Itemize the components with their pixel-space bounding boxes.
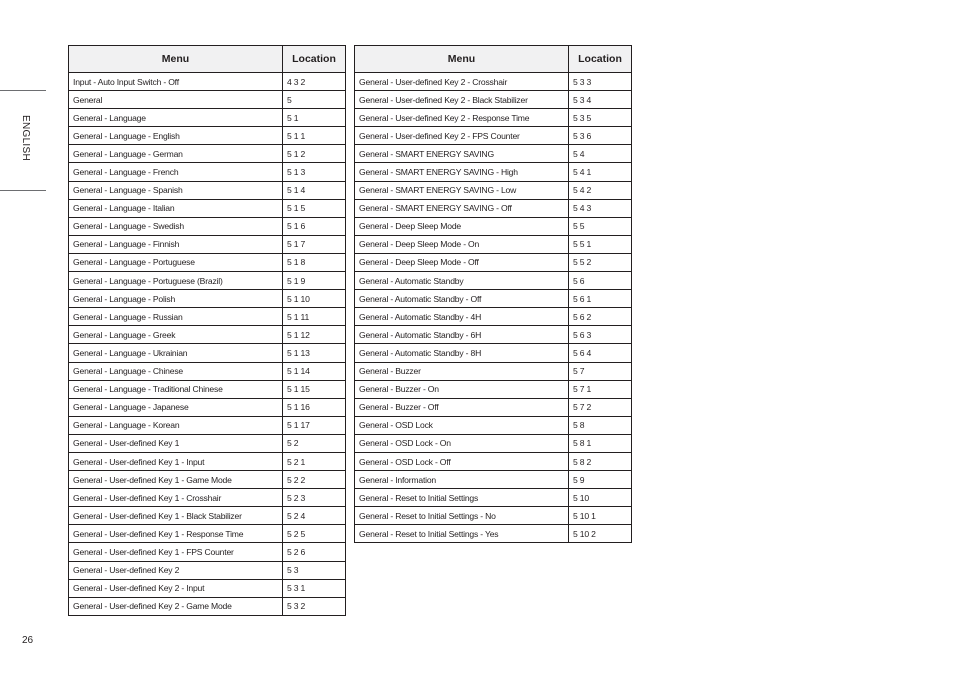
table-row (355, 163, 632, 181)
table-row (355, 181, 632, 199)
location-cell: 5 5 1 (569, 235, 632, 253)
location-cell: 5 1 5 (283, 199, 346, 217)
location-cell: 5 1 14 (283, 362, 346, 380)
menu-cell: General - Reset to Initial Settings - Yes (355, 525, 569, 543)
table-row (69, 73, 346, 91)
location-cell: 5 3 3 (569, 73, 632, 91)
table-row (69, 253, 346, 271)
menu-cell: General - User-defined Key 2 - Crosshair (355, 73, 569, 91)
location-cell: 5 2 3 (283, 489, 346, 507)
table-row (355, 452, 632, 470)
location-cell: 5 10 (569, 489, 632, 507)
menu-cell: General - Deep Sleep Mode (355, 217, 569, 235)
table-row (355, 109, 632, 127)
menu-cell: General - Language - Japanese (69, 398, 283, 416)
table-row (69, 471, 346, 489)
location-cell: 5 5 (569, 217, 632, 235)
menu-location-table-left (68, 45, 346, 616)
page-number: 26 (22, 635, 34, 646)
location-cell: 5 6 3 (569, 326, 632, 344)
location-cell: 5 1 15 (283, 380, 346, 398)
menu-cell: General - OSD Lock (355, 416, 569, 434)
menu-cell: General - Language - Chinese (69, 362, 283, 380)
location-cell: 5 1 3 (283, 163, 346, 181)
menu-cell: General - User-defined Key 1 - Black Stabilizer (69, 507, 283, 525)
location-cell: 5 1 1 (283, 127, 346, 145)
menu-cell: General - User-defined Key 2 - Input (69, 579, 283, 597)
location-cell: 5 2 4 (283, 507, 346, 525)
menu-cell: General - SMART ENERGY SAVING - High (355, 163, 569, 181)
menu-cell: General - Automatic Standby - 4H (355, 308, 569, 326)
location-cell: 5 9 (569, 471, 632, 489)
menu-cell: General - Language - Greek (69, 326, 283, 344)
location-cell: 5 10 2 (569, 525, 632, 543)
menu-cell: General - User-defined Key 2 - Game Mode (69, 597, 283, 615)
location-cell: 4 3 2 (283, 73, 346, 91)
location-cell: 5 1 (283, 109, 346, 127)
menu-cell: General - Language - Portuguese (69, 253, 283, 271)
side-rule-bottom (0, 190, 46, 191)
table-row (69, 308, 346, 326)
location-cell: 5 1 7 (283, 235, 346, 253)
location-column-header: Location (569, 46, 632, 73)
location-cell: 5 6 (569, 272, 632, 290)
location-cell: 5 5 2 (569, 253, 632, 271)
table-row (69, 163, 346, 181)
location-cell: 5 3 6 (569, 127, 632, 145)
table-row (69, 109, 346, 127)
menu-cell: General - Language - Korean (69, 416, 283, 434)
table-row (355, 489, 632, 507)
location-cell: 5 6 1 (569, 290, 632, 308)
table-row (355, 380, 632, 398)
table-row (355, 326, 632, 344)
table-row (69, 91, 346, 109)
table-row (69, 199, 346, 217)
table-row (69, 326, 346, 344)
table-row (355, 471, 632, 489)
menu-cell: Input - Auto Input Switch - Off (69, 73, 283, 91)
language-side-label: ENGLISH (20, 115, 31, 162)
menu-cell: General - User-defined Key 2 - Response Time (355, 109, 569, 127)
location-cell: 5 2 1 (283, 452, 346, 470)
location-cell: 5 8 (569, 416, 632, 434)
menu-cell: General - Language - English (69, 127, 283, 145)
location-cell: 5 2 6 (283, 543, 346, 561)
table-row (355, 127, 632, 145)
location-column-header: Location (283, 46, 346, 73)
table-row (355, 73, 632, 91)
menu-cell: General - Language - Finnish (69, 235, 283, 253)
location-cell: 5 1 9 (283, 272, 346, 290)
location-cell: 5 2 5 (283, 525, 346, 543)
table-row (69, 597, 346, 615)
menu-cell: General - User-defined Key 1 (69, 434, 283, 452)
table-row (69, 380, 346, 398)
menu-cell: General - OSD Lock - Off (355, 452, 569, 470)
table-row (69, 272, 346, 290)
table-row (355, 308, 632, 326)
menu-cell: General - Language - Portuguese (Brazil) (69, 272, 283, 290)
location-cell: 5 6 4 (569, 344, 632, 362)
table-row (69, 344, 346, 362)
table-row (355, 416, 632, 434)
table-row (69, 507, 346, 525)
menu-cell: General - User-defined Key 1 - Response Time (69, 525, 283, 543)
menu-cell: General - User-defined Key 2 (69, 561, 283, 579)
location-cell: 5 2 2 (283, 471, 346, 489)
table-row (69, 452, 346, 470)
menu-column-header: Menu (355, 46, 569, 73)
location-cell: 5 1 11 (283, 308, 346, 326)
table-row (355, 507, 632, 525)
table-row (69, 561, 346, 579)
table-header-row (69, 46, 346, 73)
table-body-right (355, 73, 632, 543)
menu-cell: General - User-defined Key 1 - Input (69, 452, 283, 470)
table-body-left (69, 73, 346, 616)
location-cell: 5 3 (283, 561, 346, 579)
location-cell: 5 1 8 (283, 253, 346, 271)
table-row (355, 344, 632, 362)
menu-cell: General - User-defined Key 1 - Game Mode (69, 471, 283, 489)
location-cell: 5 1 10 (283, 290, 346, 308)
table-row (69, 489, 346, 507)
location-cell: 5 7 (569, 362, 632, 380)
location-cell: 5 1 12 (283, 326, 346, 344)
table-row (69, 362, 346, 380)
table-row (69, 525, 346, 543)
menu-cell: General - Buzzer - On (355, 380, 569, 398)
table-row (355, 434, 632, 452)
location-cell: 5 10 1 (569, 507, 632, 525)
table-row (355, 398, 632, 416)
location-cell: 5 3 2 (283, 597, 346, 615)
side-rule-top (0, 90, 46, 91)
location-cell: 5 1 17 (283, 416, 346, 434)
table-row (355, 290, 632, 308)
menu-cell: General - Reset to Initial Settings - No (355, 507, 569, 525)
menu-cell: General - Automatic Standby - 6H (355, 326, 569, 344)
table-row (355, 253, 632, 271)
location-cell: 5 4 (569, 145, 632, 163)
menu-cell: General - Deep Sleep Mode - On (355, 235, 569, 253)
location-cell: 5 7 1 (569, 380, 632, 398)
menu-cell: General - Automatic Standby - Off (355, 290, 569, 308)
location-cell: 5 4 3 (569, 199, 632, 217)
menu-cell: General - User-defined Key 2 - FPS Counter (355, 127, 569, 145)
menu-cell: General - User-defined Key 1 - Crosshair (69, 489, 283, 507)
location-cell: 5 3 1 (283, 579, 346, 597)
table-row (69, 181, 346, 199)
menu-cell: General - Language - Italian (69, 199, 283, 217)
table-row (355, 199, 632, 217)
table-row (355, 525, 632, 543)
menu-cell: General - User-defined Key 2 - Black Stabilizer (355, 91, 569, 109)
table-row (69, 217, 346, 235)
menu-column-header: Menu (69, 46, 283, 73)
table-row (69, 543, 346, 561)
menu-cell: General - Language (69, 109, 283, 127)
location-cell: 5 7 2 (569, 398, 632, 416)
table-row (69, 290, 346, 308)
menu-cell: General - Language - German (69, 145, 283, 163)
menu-cell: General - Language - French (69, 163, 283, 181)
table-row (355, 272, 632, 290)
location-cell: 5 2 (283, 434, 346, 452)
menu-cell: General - SMART ENERGY SAVING - Off (355, 199, 569, 217)
menu-cell: General - Information (355, 471, 569, 489)
menu-cell: General - Automatic Standby - 8H (355, 344, 569, 362)
menu-cell: General (69, 91, 283, 109)
location-cell: 5 4 1 (569, 163, 632, 181)
table-header-row (355, 46, 632, 73)
location-cell: 5 8 1 (569, 434, 632, 452)
menu-cell: General - Buzzer - Off (355, 398, 569, 416)
table-row (355, 145, 632, 163)
location-cell: 5 1 13 (283, 344, 346, 362)
menu-cell: General - Language - Traditional Chinese (69, 380, 283, 398)
location-cell: 5 1 4 (283, 181, 346, 199)
location-cell: 5 8 2 (569, 452, 632, 470)
menu-cell: General - Automatic Standby (355, 272, 569, 290)
location-cell: 5 1 2 (283, 145, 346, 163)
menu-cell: General - OSD Lock - On (355, 434, 569, 452)
menu-cell: General - SMART ENERGY SAVING (355, 145, 569, 163)
menu-cell: General - Reset to Initial Settings (355, 489, 569, 507)
menu-cell: General - Language - Russian (69, 308, 283, 326)
table-row (69, 434, 346, 452)
table-row (69, 579, 346, 597)
menu-cell: General - SMART ENERGY SAVING - Low (355, 181, 569, 199)
menu-cell: General - Language - Polish (69, 290, 283, 308)
table-row (69, 398, 346, 416)
location-cell: 5 4 2 (569, 181, 632, 199)
location-cell: 5 3 4 (569, 91, 632, 109)
table-row (355, 362, 632, 380)
menu-cell: General - Language - Swedish (69, 217, 283, 235)
table-row (355, 91, 632, 109)
table-row (355, 235, 632, 253)
table-row (69, 416, 346, 434)
menu-location-table-right (354, 45, 632, 543)
location-cell: 5 3 5 (569, 109, 632, 127)
location-cell: 5 1 16 (283, 398, 346, 416)
table-row (355, 217, 632, 235)
menu-cell: General - Language - Spanish (69, 181, 283, 199)
location-cell: 5 6 2 (569, 308, 632, 326)
table-row (69, 127, 346, 145)
menu-cell: General - Buzzer (355, 362, 569, 380)
menu-cell: General - Deep Sleep Mode - Off (355, 253, 569, 271)
location-cell: 5 (283, 91, 346, 109)
menu-cell: General - User-defined Key 1 - FPS Counter (69, 543, 283, 561)
table-row (69, 235, 346, 253)
table-row (69, 145, 346, 163)
location-cell: 5 1 6 (283, 217, 346, 235)
menu-cell: General - Language - Ukrainian (69, 344, 283, 362)
